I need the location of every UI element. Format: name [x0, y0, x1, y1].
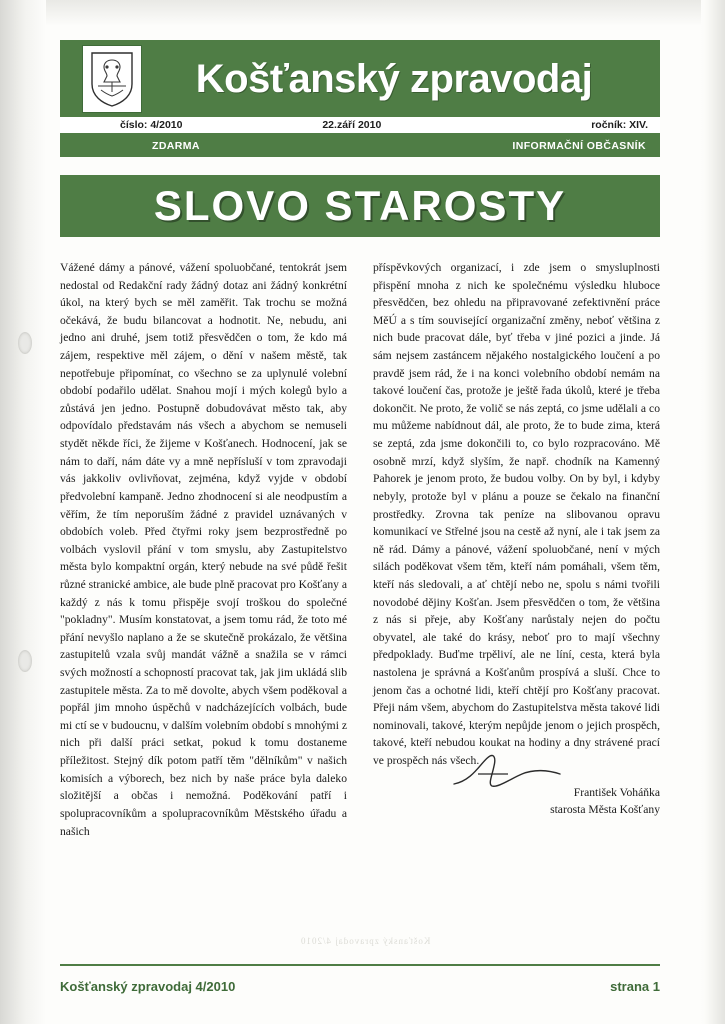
publication-title: Košťanský zpravodaj — [195, 56, 593, 101]
scan-edge-left — [0, 0, 46, 1024]
scan-edge-top — [0, 0, 725, 26]
issue-volume: ročník: XIV. — [591, 119, 648, 131]
publication-type: INFORMAČNÍ OBČASNÍK — [512, 140, 646, 152]
hole-punch-mark — [18, 332, 32, 354]
show-through-text: Košťanský zpravodaj 4/2010 — [300, 936, 431, 946]
hole-punch-mark — [18, 650, 32, 672]
article-paragraph: příspěvkových organizací, i zde jsem o smysluplnosti přispění mnoha z nich ke společnému výsledku hluboce přesvědčen, bez ohledu na připravované zefektivnění práce MěÚ a s tím související organizační změny, neboť většina z nich bude pracovat dále, byť třeba v jiné pozici a jinde. Já sám nejsem zastáncem nějakého nostalgického loučení a po pravdě jsem rád, že i na konci volebního období nemám na takové loučení čas, protože je ještě řada úkolů, které je třeba dokončit. Ne proto, že volič se nás zeptá, co jsme udělali a co mu můžeme nabídnout dál, ale proto, že to bude zima, která se zeptá, zda jsme dokončili to, co bylo rozpracováno. Mě osobně mrzí, když slyším, že např. chodník na Kamenný Pahorek je jenom proto, že budou volby. On by byl, i kdyby nebyly, protože byl v plánu a pouze se čekalo na finanční prostředky. Zrovna tak peníze na slibovanou opravu komunikací ve Střelné jsou na cestě až nyní, ale i tak jsem za ně rád. Dámy a pánové, vážení spoluobčané, není v mých silách poděkovat všem těm, kteří nám pomáhali, všem těm, kteří nás sledovali, a ať chtějí nebo ne, spolu s námi tvořili novodobé dějiny Košťan. Jsem přesvědčen o tom, že většina z nás si přeje, aby Košťany narůstaly nejen do počtu obyvatel, ale také do krásy, neboť pro to mají všechny předpoklady. Buďme trpěliví, ale ne líní, cesta, která byla nastolena je správná a Košťanům prospívá a sluší. Chce to jenom čas a ochotné lidi, kteří chtějí pro Košťany pracovat. Přeji nám všem, abychom do Zastupitelstva města takové lidi nominovali, takové, kterým nepůjde jenom o jejich prospěch, takové, kteří nebudou koukat na hodiny a dny strávené prací ve prospěch nás všech. — [373, 261, 660, 768]
scan-edge-right — [701, 0, 725, 1024]
headline-title: SLOVO STAROSTY — [153, 182, 567, 229]
price-label: ZDARMA — [152, 140, 200, 152]
article-paragraph: Vážené dámy a pánové, vážení spoluobčané, tentokrát jsem nedostal od Redakční rady žádný dotaz ani žádný konkrétní úkol, na který bych se měl zaměřit. Tak trochu se možná očekává, že budu bilancovat a hodnotit. Ne, nebudu, ani jedno ani druhé, jsem totiž přesvědčen o tom, že kdo má zájem, respektive měl zájem, o dění v našem městě, tak nepotřebuje připomínat, co všechno se za uplynulé volební období podařilo udělat. Snahou mojí i mých kolegů bylo a zůstává jen jedno. Postupně dobudovávat město tak, aby odpovídalo představám nás všech a abychom se nemuseli stydět někde říci, že žijeme v Košťanech. Hodnocení, jak se nám to daří, nám dáte vy a mně nepřísluší v tom zpravodaji vás jakkoliv ovlivňovat, zejména, když vyjde v období předvolební kampaně. Jedno zhodnocení si ale neodpustím a věřím, že tím neporuším žádné z pravidel uznávaných v obdobích voleb. Před čtyřmi roky jsem bezprostředně po volbách vyslovil přání v tom smyslu, aby Zastupitelstvo města bylo kompaktní orgán, který nebude na své půdě řešit různé stranické ambice, ale bude plně pracovat pro Košťany a každý z nás k tomu přispěje svojí troškou do společné "pokladny". Musím konstatovat, a jsem tomu rád, že toto mé přání nevyšlo naplano a že se skutečně prokázalo, že většina zastupitelů vzala svůj mandát vážně a snažila se v rámci svých možností a schopností pracovat tak, jak jim ukládá slib zastupitele města. Za to mě dovolte, abych všem poděkoval a popřál jim mnoho úspěchů v nadcházejících volbách, bude mi ctí se v budoucnu, v dalším volebním období s mnohými z nich při další práci setkat, pokud k tomu dostaneme příležitost. Stejný dík potom patří těm "dělníkům" v našich komisích a výborech, bez nich by naše práce byla daleko složitější a občas i nemožná. Poděkování patří i spolupracovníkům a spolupracovníkům Městského úřadu a našich — [60, 261, 347, 838]
masthead-meta — [60, 115, 660, 135]
article-column-left — [60, 259, 347, 840]
footer-page-number: strana 1 — [610, 979, 660, 994]
signature-role: starosta Města Košťany — [550, 803, 660, 817]
signature-block — [373, 784, 660, 819]
handwritten-signature-icon — [448, 750, 568, 800]
page-footer — [60, 979, 660, 994]
masthead-subbar — [60, 135, 660, 157]
masthead — [60, 40, 660, 115]
page-content — [60, 40, 660, 840]
issue-date: 22.září 2010 — [322, 119, 382, 131]
footer-left-label: Košťanský zpravodaj 4/2010 — [60, 979, 236, 994]
article-body — [60, 259, 660, 840]
issue-number: číslo: 4/2010 — [120, 119, 183, 131]
article-column-right — [373, 259, 660, 840]
headline-banner — [60, 175, 660, 237]
town-coat-of-arms-icon — [82, 45, 142, 113]
footer-divider — [60, 964, 660, 966]
signature-name: František Voháňka — [573, 785, 660, 799]
